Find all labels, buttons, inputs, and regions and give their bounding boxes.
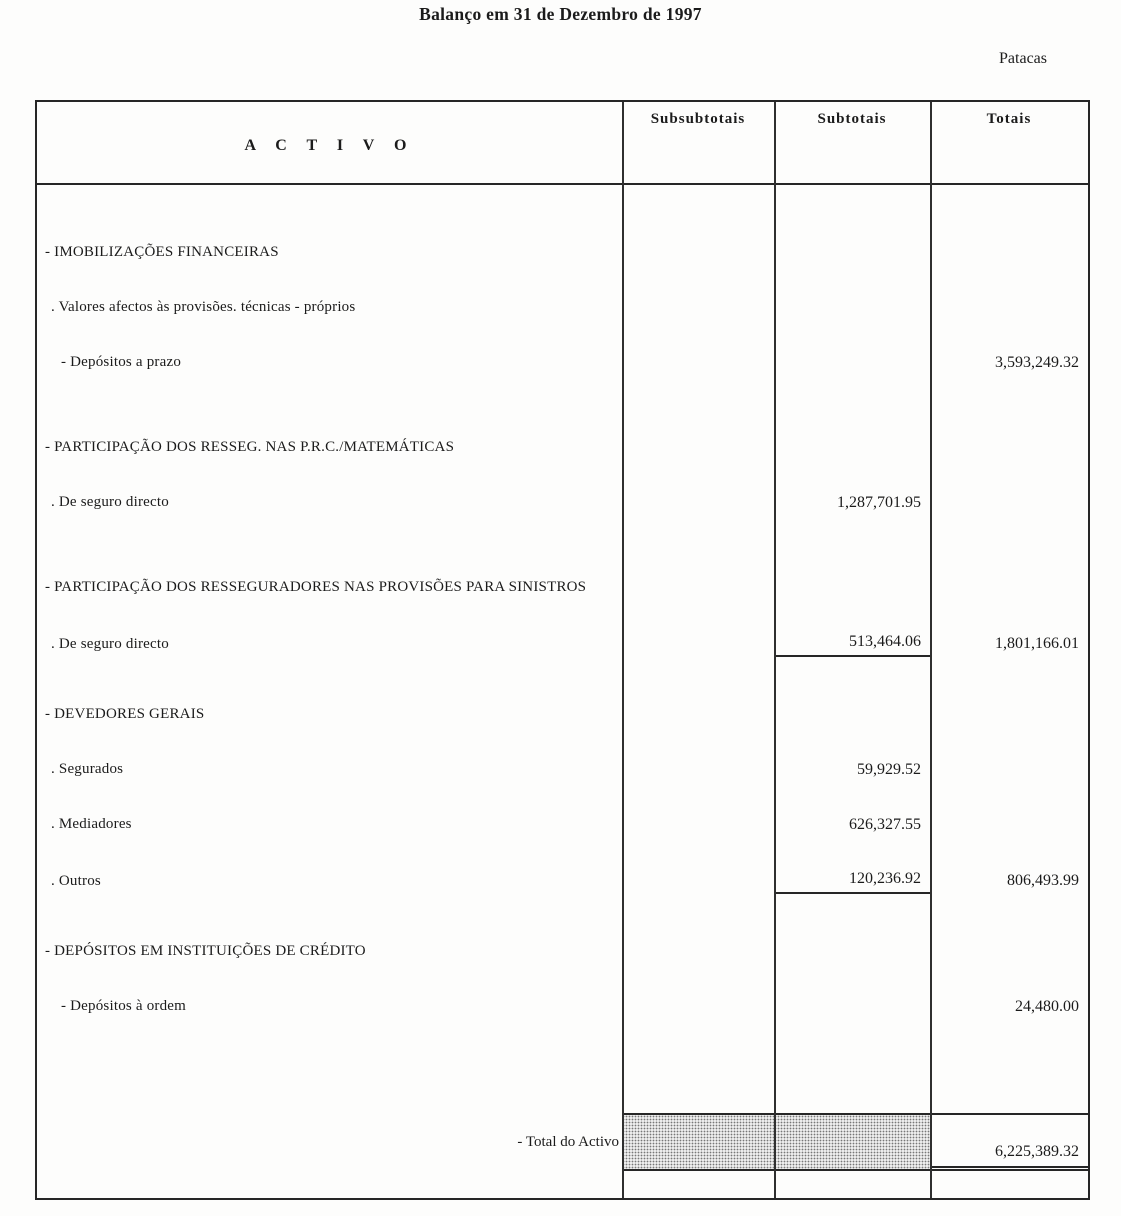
cell-subsubtotais	[622, 225, 774, 280]
header-subsubtotais: Subsubtotais	[650, 111, 746, 127]
cell-subsubtotais	[622, 852, 774, 894]
cell-totais	[930, 742, 1088, 797]
cell-subtotais	[774, 979, 930, 1034]
row-label: . De seguro directo	[51, 636, 169, 652]
column-divider	[622, 102, 624, 1198]
column-divider	[774, 102, 776, 1198]
row-label: - PARTICIPAÇÃO DOS RESSEG. NAS P.R.C./MATEMÁTICAS	[45, 439, 455, 455]
cell-subtotais: 59,929.52	[857, 760, 921, 778]
cell-subsubtotais	[622, 979, 774, 1034]
cell-subsubtotais	[622, 420, 774, 475]
cell-subsubtotais	[622, 797, 774, 852]
cell-subsubtotais	[622, 742, 774, 797]
cell-subtotais	[774, 420, 930, 475]
page-title: Balanço em 31 de Dezembro de 1997	[419, 4, 702, 24]
cell-totais: 1,801,166.01	[995, 635, 1079, 652]
cell-subtotais	[774, 335, 930, 390]
row-label: . De seguro directo	[51, 494, 169, 510]
hatch-cell-subtotais	[774, 1113, 930, 1171]
cell-subsubtotais	[622, 560, 774, 615]
cell-totais	[930, 687, 1088, 742]
header-totais: Totais	[986, 111, 1032, 127]
cell-subsubtotais	[622, 924, 774, 979]
cell-totais	[930, 225, 1088, 280]
header-subtotais: Subtotais	[817, 111, 887, 127]
row-label: . Valores afectos às provisões. técnicas - próprios	[51, 299, 356, 315]
total-value: 6,225,389.32	[930, 1113, 1088, 1171]
total-label: - Total do Activo	[517, 1133, 619, 1150]
cell-totais	[930, 420, 1088, 475]
cell-subtotais: 513,464.06	[774, 615, 930, 657]
cell-subtotais	[774, 687, 930, 742]
row-label: . Outros	[51, 873, 101, 889]
row-label: - PARTICIPAÇÃO DOS RESSEGURADORES NAS PROVISÕES PARA SINISTROS	[45, 579, 587, 595]
cell-subtotais	[774, 225, 930, 280]
row-label: - Depósitos a prazo	[61, 354, 182, 370]
cell-subsubtotais	[622, 475, 774, 530]
currency-label: Patacas	[999, 50, 1047, 67]
balance-table	[35, 100, 1090, 1200]
cell-subtotais: 626,327.55	[849, 815, 921, 833]
row-label: - IMOBILIZAÇÕES FINANCEIRAS	[45, 244, 279, 260]
cell-totais	[930, 475, 1088, 530]
cell-totais: 3,593,249.32	[995, 353, 1079, 371]
cell-totais: 806,493.99	[1007, 872, 1079, 889]
row-label: - DEVEDORES GERAIS	[45, 706, 205, 722]
header-activo: A C T I V O	[244, 136, 415, 154]
cell-totais	[930, 797, 1088, 852]
cell-subtotais	[774, 280, 930, 335]
cell-subsubtotais	[622, 280, 774, 335]
cell-subsubtotais	[622, 687, 774, 742]
cell-totais	[930, 924, 1088, 979]
hatch-cell-subsubtotais	[622, 1113, 774, 1171]
cell-subtotais	[774, 560, 930, 615]
row-label: - Depósitos à ordem	[61, 998, 187, 1014]
cell-totais: 24,480.00	[1015, 997, 1079, 1015]
cell-totais	[930, 280, 1088, 335]
cell-subsubtotais	[622, 335, 774, 390]
row-label: . Mediadores	[51, 816, 132, 832]
cell-subsubtotais	[622, 615, 774, 657]
cell-subtotais: 120,236.92	[774, 852, 930, 894]
row-label: . Segurados	[51, 761, 124, 777]
column-divider	[930, 102, 932, 1198]
cell-subtotais: 1,287,701.95	[837, 493, 921, 511]
cell-subtotais	[774, 924, 930, 979]
cell-totais	[930, 560, 1088, 615]
row-label: - DEPÓSITOS EM INSTITUIÇÕES DE CRÉDITO	[45, 943, 366, 959]
